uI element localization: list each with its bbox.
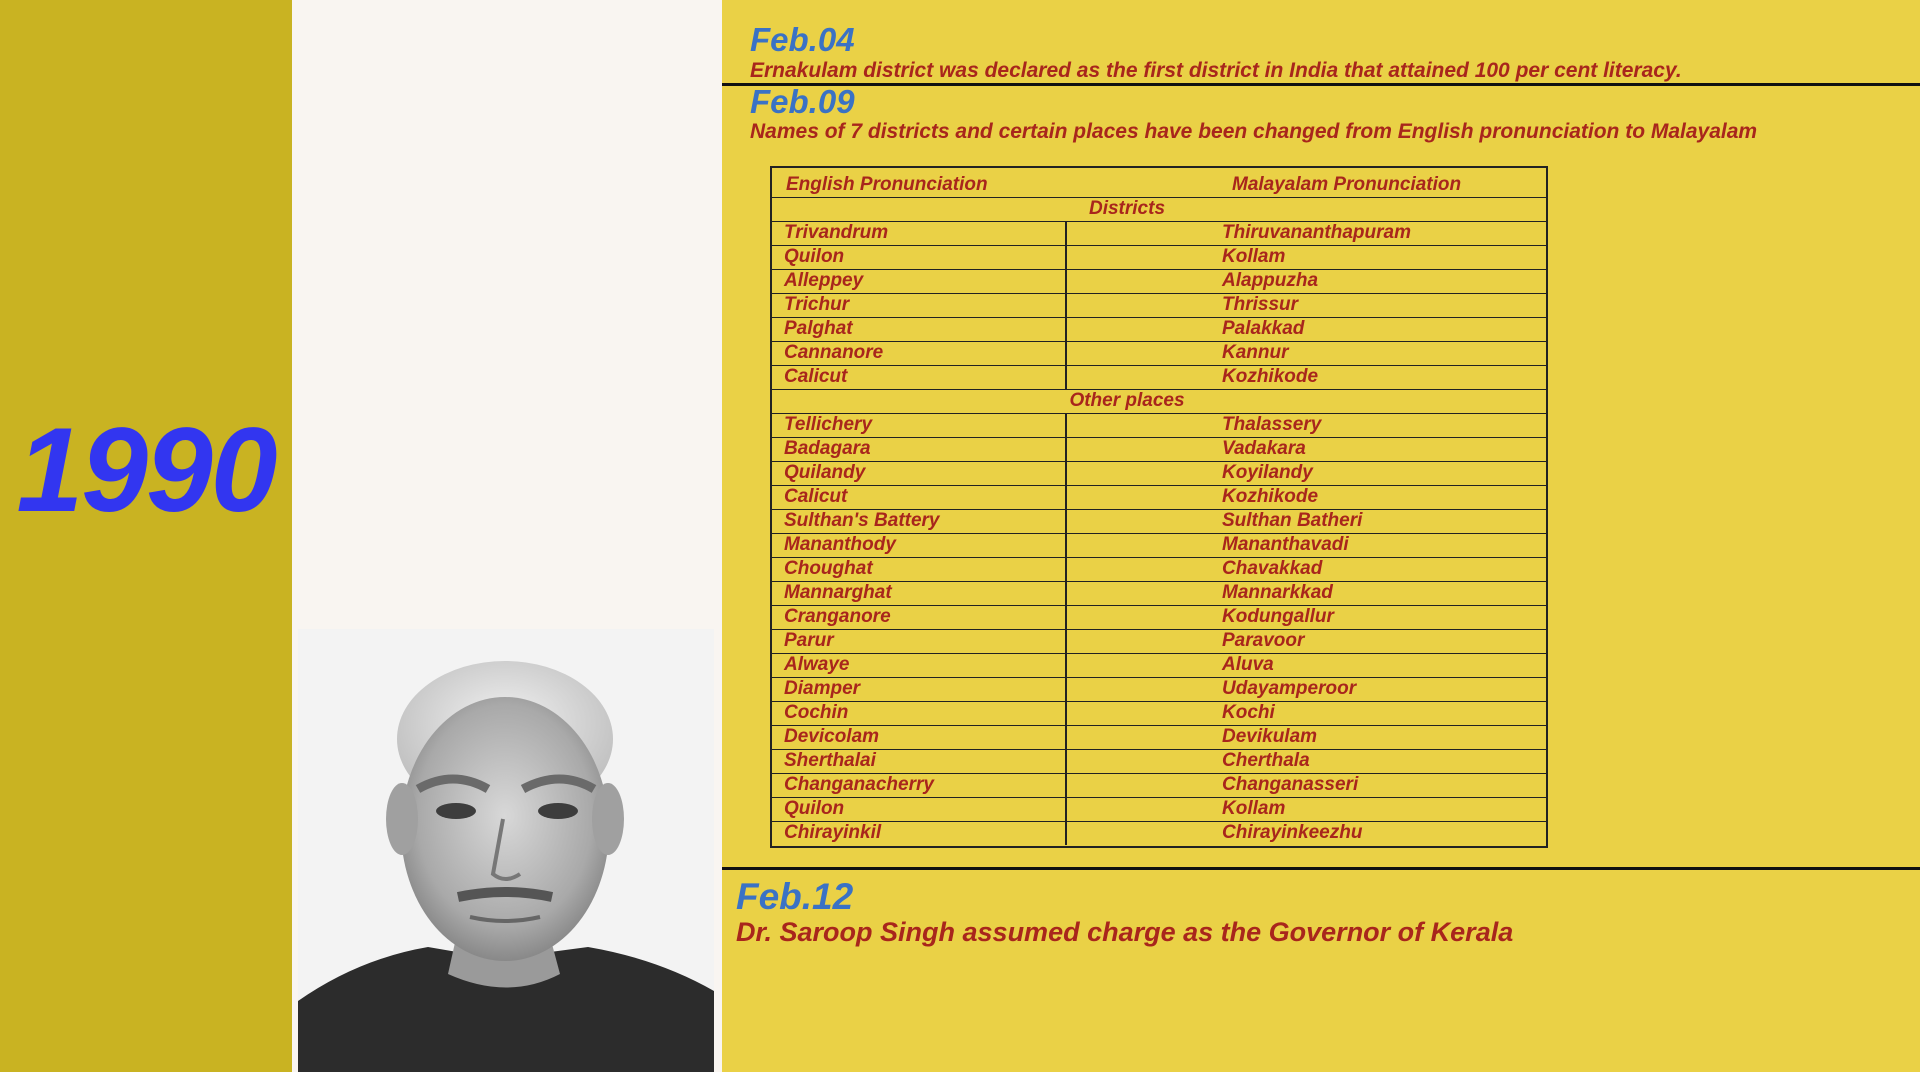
column-divider [1065,701,1067,725]
table-row [772,509,1546,534]
column-divider [1065,653,1067,677]
table-row [772,293,1546,318]
malayalam-name: Mananthavadi [1222,534,1349,555]
table-row [772,605,1546,630]
malayalam-name: Kozhikode [1222,366,1319,387]
column-divider [1065,437,1067,461]
english-name: Badagara [784,438,871,459]
column-divider [1065,725,1067,749]
english-name: Alwaye [784,654,850,675]
column-header-malayalam: Malayalam Pronunciation [1232,174,1462,195]
english-name: Cannanore [784,342,884,363]
column-header-english: English Pronunciation [786,174,988,195]
column-divider [1065,605,1067,629]
table-row [772,773,1546,798]
table-row [772,341,1546,366]
english-name: Changanacherry [784,774,934,795]
table-row [772,725,1546,750]
malayalam-name: Devikulam [1222,726,1318,747]
column-divider [1065,509,1067,533]
column-divider [1065,581,1067,605]
table-row [772,677,1546,702]
column-divider [1065,317,1067,341]
malayalam-name: Udayamperoor [1222,678,1357,699]
english-name: Mananthody [784,534,896,555]
column-divider [1065,533,1067,557]
table-row [772,317,1546,342]
english-name: Devicolam [784,726,880,747]
divider [722,83,1920,86]
column-divider [1065,269,1067,293]
column-divider [1065,461,1067,485]
photo-panel [292,0,722,1072]
english-name: Mannarghat [784,582,892,603]
english-name: Cochin [784,702,849,723]
malayalam-name: Kozhikode [1222,486,1319,507]
year-panel [0,0,292,1072]
english-name: Calicut [784,366,848,387]
events-content [722,0,1920,1072]
table-row [772,581,1546,606]
english-name: Tellichery [784,414,873,435]
table-row [772,221,1546,246]
table-row [772,701,1546,726]
table-row [772,533,1546,558]
column-divider [1065,797,1067,821]
section-label-other-places: Other places [1069,390,1185,411]
malayalam-name: Palakkad [1222,318,1305,339]
governor-portrait-photo [298,629,714,1072]
english-name: Sherthalai [784,750,876,771]
malayalam-name: Paravoor [1222,630,1305,651]
malayalam-name: Vadakara [1222,438,1306,459]
table-row [772,797,1546,822]
column-divider [1065,773,1067,797]
column-divider [1065,221,1067,245]
english-name: Alleppey [784,270,864,291]
english-name: Sulthan's Battery [784,510,940,531]
section-row-districts [772,197,1546,222]
malayalam-name: Kodungallur [1222,606,1334,627]
english-name: Quilon [784,798,845,819]
section-label-districts: Districts [1088,198,1166,219]
malayalam-name: Kannur [1222,342,1289,363]
english-name: Chirayinkil [784,822,882,843]
column-divider [1065,365,1067,389]
malayalam-name: Kochi [1222,702,1275,723]
table-row [772,365,1546,390]
column-divider [1065,677,1067,701]
english-name: Choughat [784,558,873,579]
column-divider [1065,245,1067,269]
table-row [772,653,1546,678]
english-name: Quilandy [784,462,866,483]
malayalam-name: Aluva [1222,654,1274,675]
english-name: Parur [784,630,834,651]
english-name: Palghat [784,318,853,339]
table-row [772,437,1546,462]
column-divider [1065,485,1067,509]
english-name: Diamper [784,678,861,699]
malayalam-name: Alappuzha [1222,270,1319,291]
malayalam-name: Kollam [1222,246,1286,267]
malayalam-name: Cherthala [1222,750,1310,771]
portrait-illustration [298,629,714,1072]
table-row [772,413,1546,438]
english-name: Trichur [784,294,850,315]
place-names-table [770,166,1548,848]
malayalam-name: Changanasseri [1222,774,1359,795]
column-divider [1065,821,1067,845]
malayalam-name: Thalassery [1222,414,1322,435]
column-divider [1065,749,1067,773]
column-divider [1065,557,1067,581]
english-name: Calicut [784,486,848,507]
malayalam-name: Mannarkkad [1222,582,1333,603]
column-divider [1065,413,1067,437]
malayalam-name: Chirayinkeezhu [1222,822,1363,843]
event-text-feb04: Ernakulam district was declared as the first district in India that attained 100 per cent literacy. [750,59,1682,82]
column-divider [1065,293,1067,317]
event-date-feb09: Feb.09 [750,83,855,120]
table-row [772,557,1546,582]
event-date-feb12: Feb.12 [736,876,854,917]
year-label: 1990 [16,403,276,537]
event-text-feb09: Names of 7 districts and certain places have been changed from English pronunciation to Malayalam [750,120,1758,143]
table-row [772,749,1546,774]
table-row [772,821,1546,845]
column-divider [1065,341,1067,365]
malayalam-name: Chavakkad [1222,558,1323,579]
event-text-feb12: Dr. Saroop Singh assumed charge as the Governor of Kerala [736,917,1514,947]
english-name: Cranganore [784,606,891,627]
malayalam-name: Sulthan Batheri [1222,510,1363,531]
divider [722,867,1920,870]
malayalam-name: Kollam [1222,798,1286,819]
table-row [772,629,1546,654]
table-header-row [772,173,1546,198]
english-name: Quilon [784,246,845,267]
malayalam-name: Thiruvananthapuram [1222,222,1411,243]
event-date-feb04: Feb.04 [750,21,855,58]
table-row [772,461,1546,486]
english-name: Trivandrum [784,222,889,243]
table-row [772,485,1546,510]
table-row [772,269,1546,294]
table-row [772,245,1546,270]
column-divider [1065,629,1067,653]
malayalam-name: Koyilandy [1222,462,1313,483]
malayalam-name: Thrissur [1222,294,1299,315]
section-row-other-places [772,389,1546,414]
